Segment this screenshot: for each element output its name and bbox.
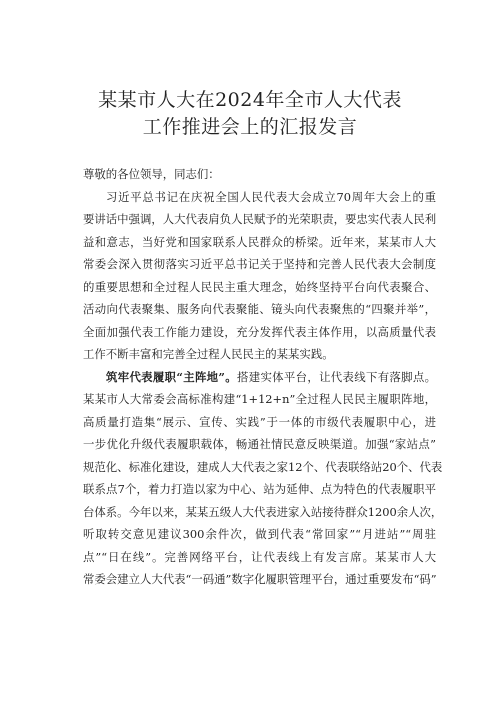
paragraph-1-line: 要讲话中强调，人大代表肩负人民赋予的光荣职责，要忠实代表人民利: [83, 212, 437, 226]
document-title-line-1: 某某市人大在2024年全市人大代表: [98, 89, 402, 111]
document-title-line-2: 工作推进会上的汇报发言: [142, 116, 358, 138]
paragraph-2-first-line-text: 搭建实体平台，让代表线下有落脚点。: [237, 369, 436, 384]
document-body: [83, 163, 443, 591]
paragraph-2-line: 台体系。今年以来，某某五级人大代表进家入站接待群众1200余人次，: [83, 504, 443, 519]
paragraph-2-heading: 筑牢代表履职“主阵地”。: [106, 369, 238, 384]
paragraph-2-line: 规范化、标准化建设，建成人大代表之家12个、代表联络站20个、代表: [83, 459, 443, 474]
paragraph-1-line: 全面加强代表工作能力建设，充分发挥代表主体作用，以高质量代表: [83, 324, 436, 339]
paragraph-2-line: 一步优化升级代表履职载体，畅通社情民意反映渠道。加强“家站点”: [83, 437, 436, 451]
paragraph-1-line: 益和意志，当好党和国家联系人民群众的桥梁。近年来，某某市人大: [83, 234, 436, 249]
paragraph-2-first-line: [83, 366, 436, 389]
salutation: 尊敬的各位领导，同志们：: [83, 167, 220, 181]
paragraph-1-line: 活动向代表聚集、服务向代表聚能、镜头向代表聚焦的“四聚并举”，: [83, 302, 436, 316]
paragraph-2-line: 联系点7个，着力打造以家为中心、站为延伸、点为特色的代表履职平: [83, 482, 436, 496]
paragraph-2-line: 听取转交意见建议300余件次，做到代表“常回家”“月进站”“周驻: [83, 527, 436, 541]
paragraph-1-line: 常委会深入贯彻落实习近平总书记关于坚持和完善人民代表大会制度: [83, 257, 436, 271]
paragraph-2-line: 常委会建立人大代表“一码通”数字化履职管理平台，通过重要发布“码”: [83, 572, 437, 586]
paragraph-1-line: 习近平总书记在庆祝全国人民代表大会成立70周年大会上的重: [106, 189, 436, 204]
paragraph-2-line: 某某市人大常委会高标准构建“1+12+n”全过程人民民主履职阵地，: [83, 392, 436, 406]
paragraph-2-line: 高质量打造集“展示、宣传、实践”于一体的市级代表履职中心，进: [83, 414, 436, 429]
paragraph-2-line: 点”“日在线”。完善网络平台，让代表线上有发言席。某某市人大: [83, 549, 436, 564]
paragraph-1-line: 的重要思想和全过程人民民主重大理念，始终坚持平台向代表聚合、: [83, 279, 436, 294]
paragraph-1-line: 工作不断丰富和完善全过程人民民主的某某实践。: [83, 347, 334, 361]
